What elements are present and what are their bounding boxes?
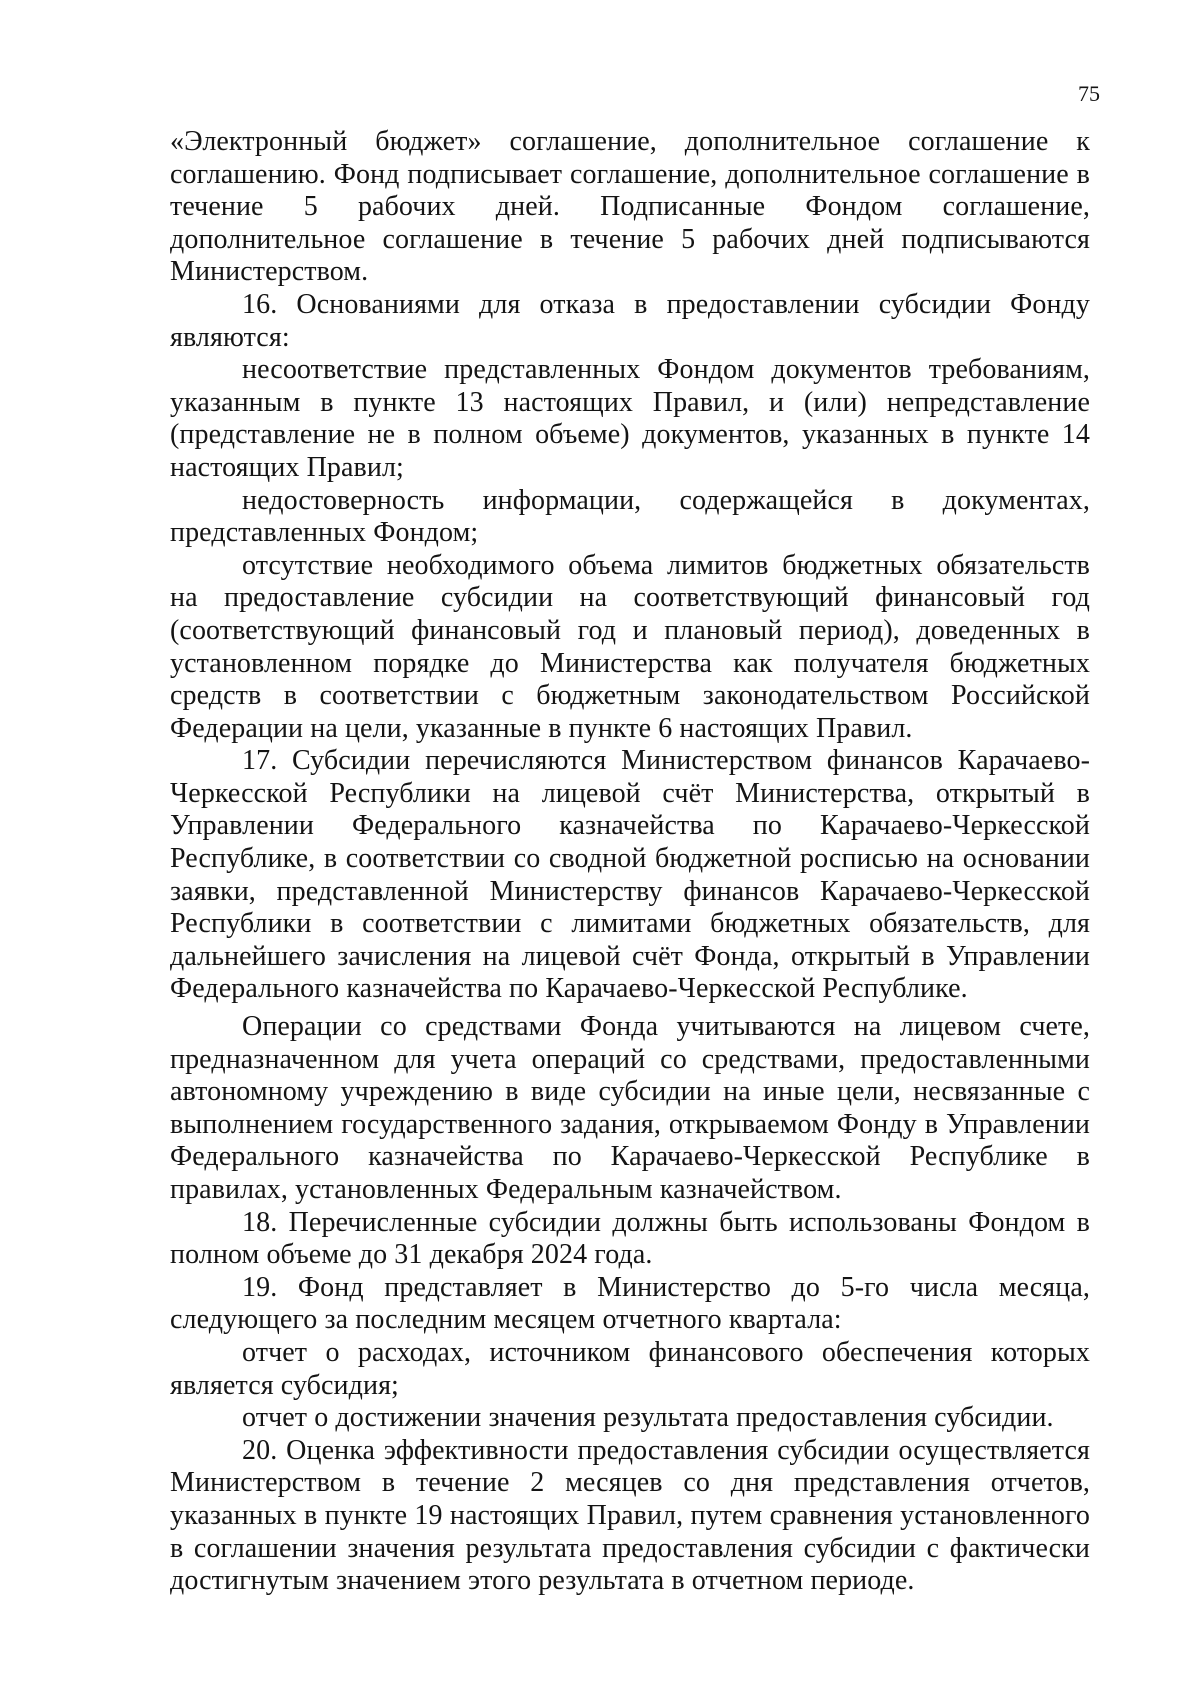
- paragraph-16-refusal-grounds: 16. Основаниями для отказа в предоставлении субсидии Фонду являются:: [170, 288, 1090, 353]
- paragraph-19-result-report: отчет о достижении значения результата предоставления субсидии.: [242, 1402, 1054, 1434]
- paragraph-17-operations: Операции со средствами Фонда учитываются на лицевом счете, предназначенном для учета операций со средствами, предоставленными автономному учреждению в виде субсидии на иные цели, несвязанные с выполнением государственного задания, открываемом Фонду в Управлении Федерального казначейства по Карачаево-Черкесской Республике в правилах, установленных Федеральным казначейством.: [170, 1011, 1090, 1205]
- paragraph-20-evaluation: 20. Оценка эффективности предоставления субсидии осуществляется Министерством в течение 2 месяцев со дня представления отчетов, указанных в пункте 19 настоящих Правил, путем сравнения установленного в соглашении значения результата предоставления субсидии с фактически достигнутым значением этого результата в отчетном периоде.: [170, 1434, 1090, 1597]
- paragraph-19-expense-report: отчет о расходах, источником финансового обеспечения которых является субсидия;: [170, 1336, 1090, 1401]
- page-number: 75: [1078, 81, 1100, 106]
- paragraph-16-no-limits: отсутствие необходимого объема лимитов бюджетных обязательств на предоставление субсидии на соответствующий финансовый год (соответствующий финансовый год и плановый период), доведенных в установленном порядке до Министерства как получателя бюджетных средств в соответствии с бюджетным законодательством Российской Федерации на цели, указанные в пункте 6 настоящих Правил.: [170, 549, 1090, 744]
- paragraph-16-noncompliance: несоответствие представленных Фондом документов требованиям, указанным в пункте 13 настоящих Правил, и (или) непредставление (представление не в полном объеме) документов, указанных в пункте 14 настоящих Правил;: [170, 354, 1090, 483]
- paragraph-17-transfer: 17. Субсидии перечисляются Министерством финансов Карачаево-Черкесской Республики на лицевой счёт Министерства, открытый в Управлении Федерального казначейства по Карачаево-Черкесской Республике, в соответствии со сводной бюджетной росписью на основании заявки, представленной Министерству финансов Карачаево-Черкесской Республики в соответствии с лимитами бюджетных обязательств, для дальнейшего зачисления на лицевой счёт Фонда, открытый в Управлении Федерального казначейства по Карачаево-Черкесской Республике.: [170, 745, 1090, 1005]
- paragraph-agreement-signing: «Электронный бюджет» соглашение, дополнительное соглашение к соглашению. Фонд подписывает соглашение, дополнительное соглашение в течение 5 рабочих дней. Подписанные Фондом соглашение, дополнительное соглашение в течение 5 рабочих дней подписываются Министерством.: [170, 126, 1090, 288]
- paragraph-19-reporting: 19. Фонд представляет в Министерство до 5-го числа месяца, следующего за последним месяцем отчетного квартала:: [170, 1271, 1090, 1336]
- paragraph-18-usage: 18. Перечисленные субсидии должны быть использованы Фондом в полном объеме до 31 декабря 2024 года.: [170, 1206, 1090, 1271]
- paragraph-16-inaccuracy: недостоверность информации, содержащейся в документах, представленных Фондом;: [170, 484, 1090, 549]
- document-body: [170, 126, 1090, 1598]
